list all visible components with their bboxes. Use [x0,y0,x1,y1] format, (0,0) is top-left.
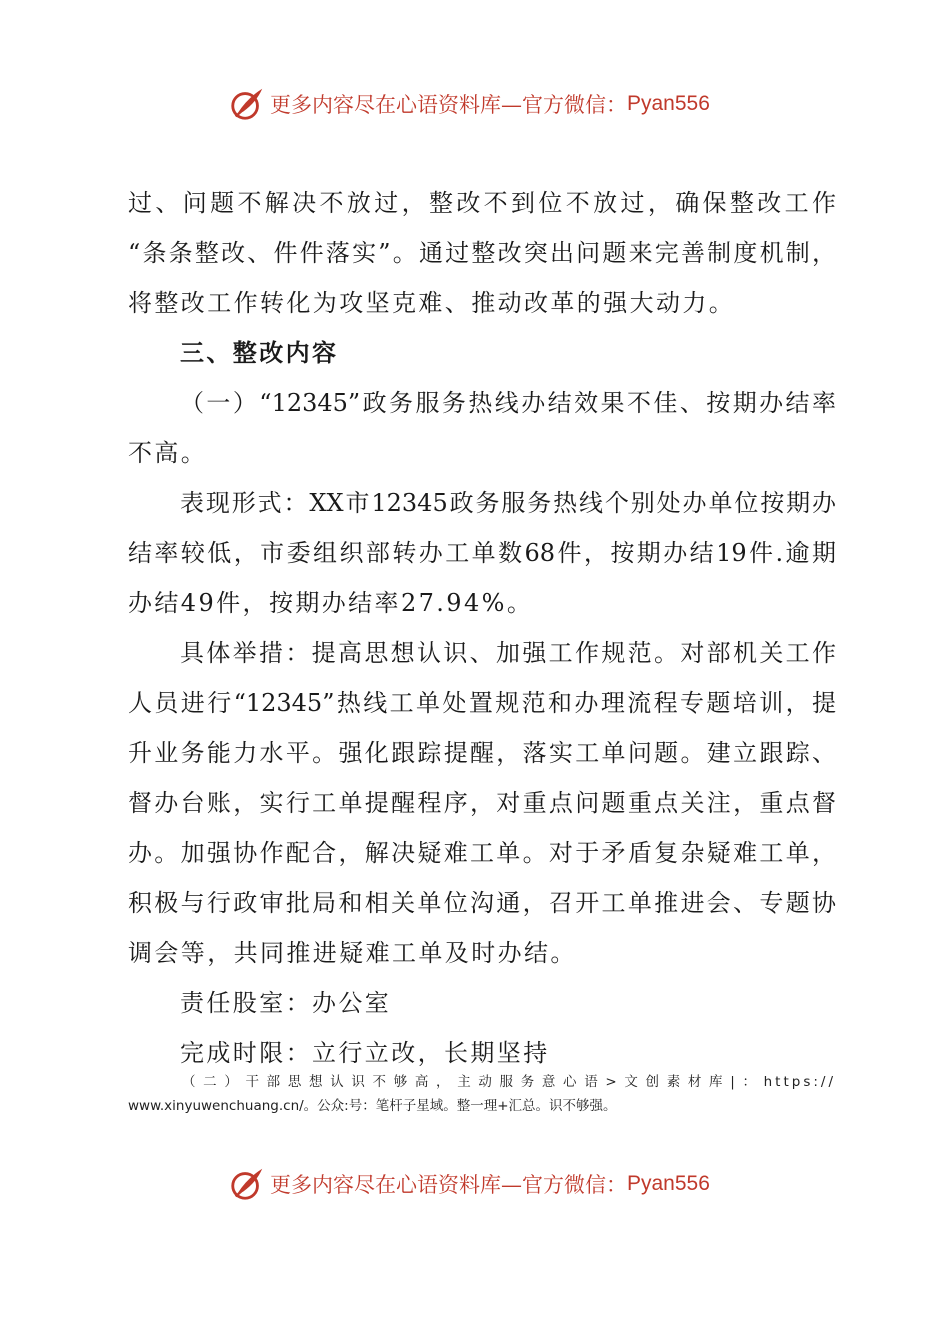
paragraph-line: 调会等，共同推进疑难工单及时办结。 [128,939,577,967]
responsible-office-line: 责任股室：办公室 [180,989,392,1017]
footnote-line: （二）干部思想认识不够高，主动服务意心语>文创素材库|：https:// [182,1074,836,1090]
paragraph-line: 结率较低，市委组织部转办工单数68件，按期办结19件.逾期 [128,539,836,567]
quill-pen-logo-icon [228,85,266,123]
paragraph-line: 将整改工作转化为攻坚克难、推动改革的强大动力。 [128,289,736,317]
banner-text: 更多内容尽在心语资料库—官方微信： [270,1173,627,1197]
header-banner[interactable] [228,84,748,124]
document-body [128,178,836,1078]
section-heading: 三、整改内容 [180,338,339,367]
watermark-footnote [128,1070,836,1118]
subsection-title-line: 不高。 [128,439,208,467]
quill-pen-logo-icon [228,1165,266,1203]
paragraph-line: 过、问题不解决不放过，整改不到位不放过，确保整改工作 [128,189,836,217]
paragraph-line: 表现形式：XX市12345政务服务热线个别处办单位按期办 [180,489,836,517]
footnote-line: www.xinyuwenchuang.cn/。公众:号：笔杆子星域。整一理+汇总。识不够强。 [128,1098,617,1114]
banner-wechat-id: Pyan556 [627,1172,710,1195]
deadline-line: 完成时限：立行立改，长期坚持 [180,1039,550,1067]
paragraph-line: 人员进行“12345”热线工单处置规范和办理流程专题培训，提 [128,689,836,717]
paragraph-line: 升业务能力水平。强化跟踪提醒，落实工单问题。建立跟踪、 [128,739,836,767]
paragraph-line: 办。加强协作配合，解决疑难工单。对于矛盾复杂疑难工单， [128,839,836,867]
subsection-title-line: （一）“12345”政务服务热线办结效果不佳、按期办结率 [180,389,836,417]
paragraph-line: 督办台账，实行工单提醒程序，对重点问题重点关注，重点督 [128,789,836,817]
footer-banner[interactable] [228,1164,748,1204]
paragraph-line: 积极与行政审批局和相关单位沟通，召开工单推进会、专题协 [128,889,836,917]
banner-wechat-id: Pyan556 [627,92,710,115]
paragraph-line: 具体举措：提高思想认识、加强工作规范。对部机关工作 [180,639,836,667]
banner-text: 更多内容尽在心语资料库—官方微信： [270,93,627,117]
paragraph-line: “条条整改、件件落实”。通过整改突出问题来完善制度机制， [128,239,836,267]
paragraph-line: 办结49件，按期办结率27.94%。 [128,589,534,617]
